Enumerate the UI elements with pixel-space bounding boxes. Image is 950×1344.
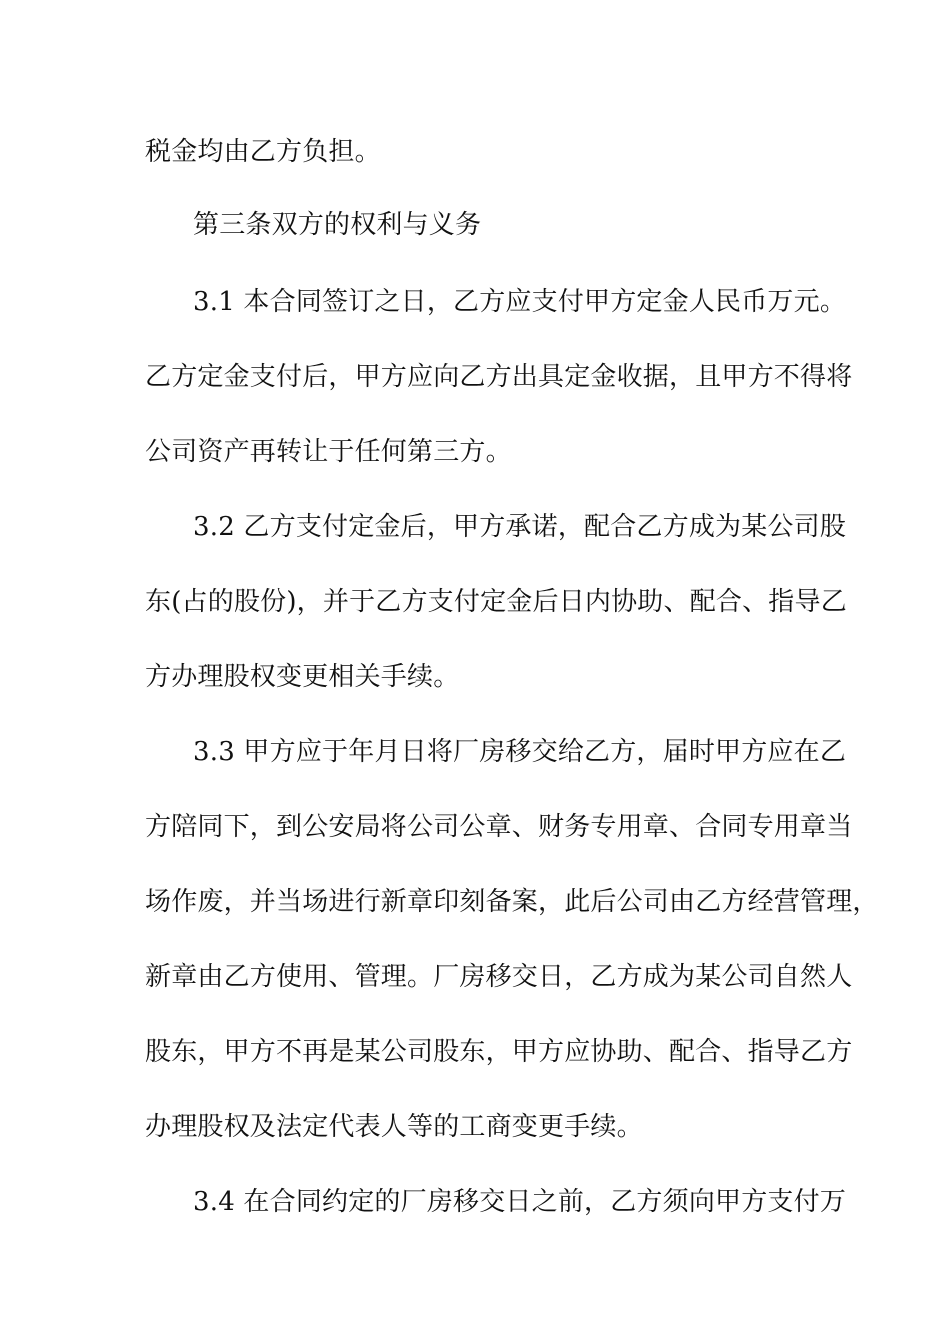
paragraph-line: 东(占的股份)，并于乙方支付定金后日内协助、配合、指导乙 [145,587,847,617]
paragraph-line: 股东，甲方不再是某公司股东，甲方应协助、配合、指导乙方 [145,1037,853,1067]
paragraph-line: 税金均由乙方负担。 [145,137,381,167]
paragraph-line: 场作废，并当场进行新章印刻备案，此后公司由乙方经营管理， [145,887,879,917]
paragraph-line: 方办理股权变更相关手续。 [145,662,460,692]
paragraph-line: 3.4 在合同约定的厂房移交日之前，乙方须向甲方支付万 [193,1187,847,1217]
paragraph-line: 公司资产再转让于任何第三方。 [145,437,512,467]
paragraph-line: 3.2 乙方支付定金后，甲方承诺，配合乙方成为某公司股 [193,512,847,542]
section-heading: 第三条双方的权利与义务 [193,210,482,240]
paragraph-line: 办理股权及法定代表人等的工商变更手续。 [145,1112,643,1142]
paragraph-line: 方陪同下，到公安局将公司公章、财务专用章、合同专用章当 [145,812,853,842]
paragraph-line: 新章由乙方使用、管理。厂房移交日，乙方成为某公司自然人 [145,962,853,992]
paragraph-line: 3.1 本合同签订之日，乙方应支付甲方定金人民币万元。 [193,287,847,317]
paragraph-line: 3.3 甲方应于年月日将厂房移交给乙方，届时甲方应在乙 [193,737,847,767]
paragraph-line: 乙方定金支付后，甲方应向乙方出具定金收据，且甲方不得将 [145,362,853,392]
